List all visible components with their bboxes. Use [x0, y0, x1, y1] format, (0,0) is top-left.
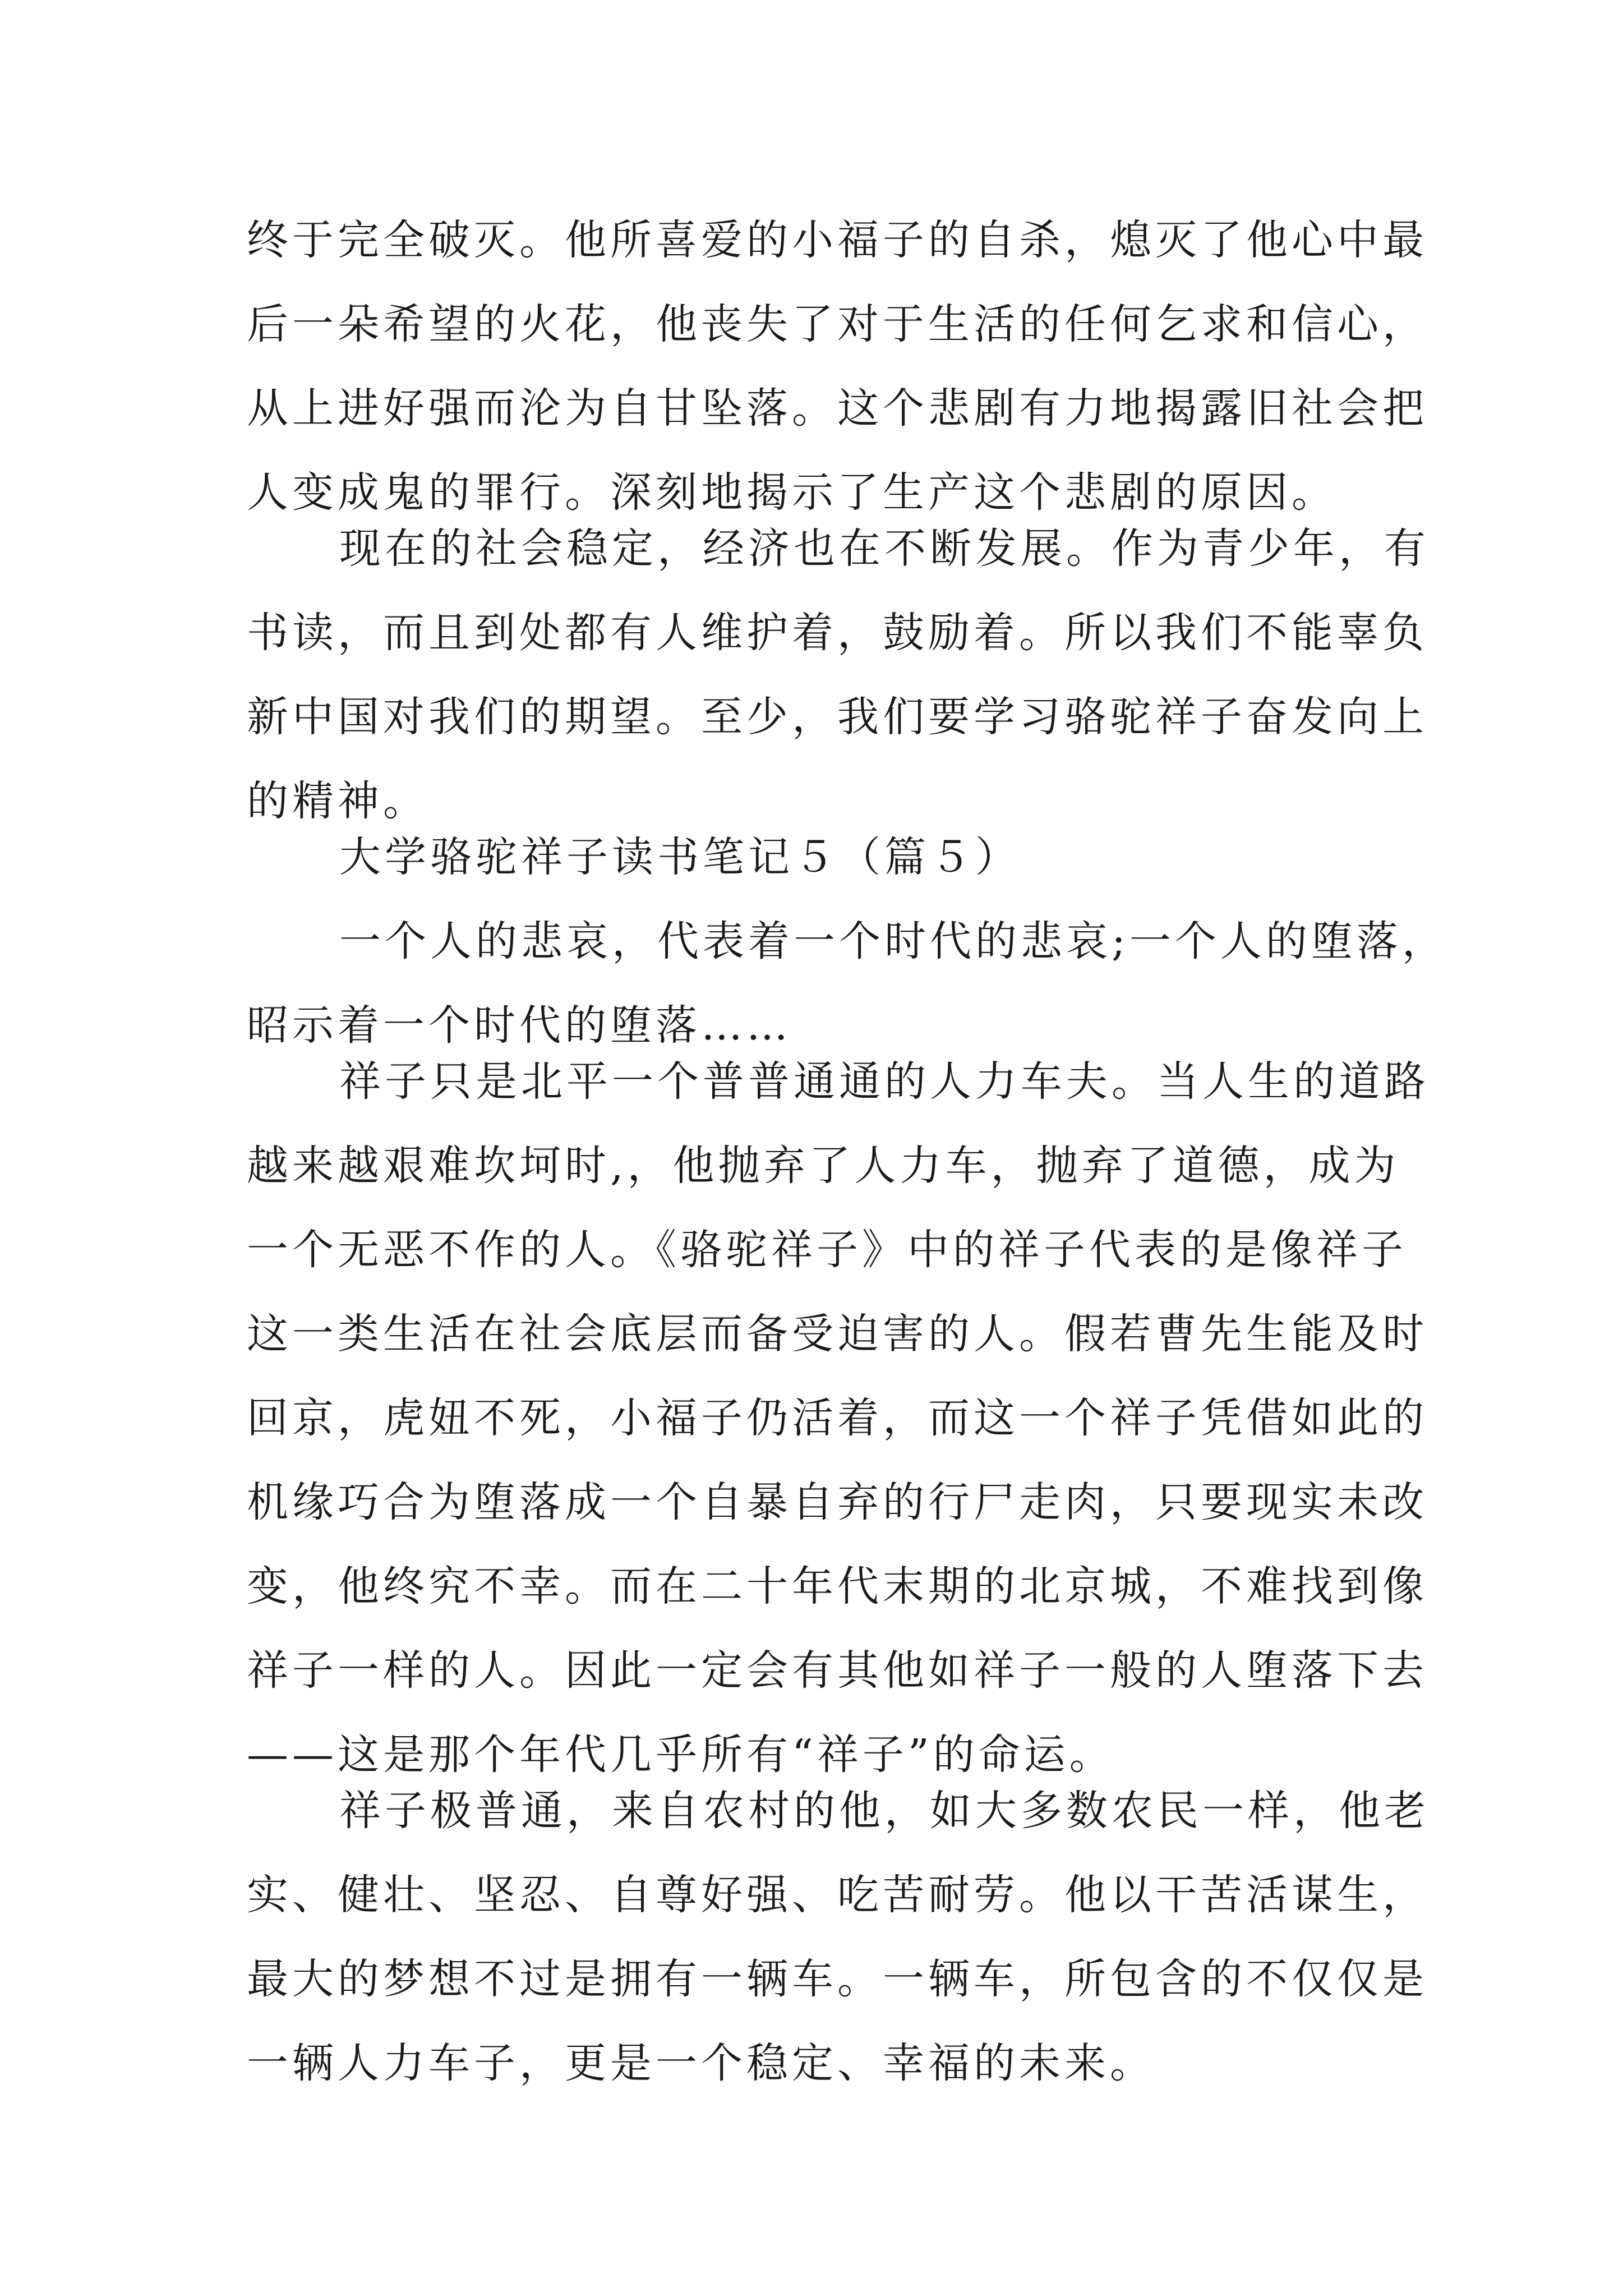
text-line: 回京，虎妞不死，小福子仍活着，而这一个祥子凭借如此的	[247, 1394, 1428, 1442]
text-line: 这一类生活在社会底层而备受迫害的人。假若曹先生能及时	[247, 1310, 1428, 1358]
text-line: 越来越艰难坎坷时,，他抛弃了人力车，抛弃了道德，成为	[247, 1142, 1400, 1190]
text-line: 机缘巧合为堕落成一个自暴自弃的行尸走肉，只要现实未改	[247, 1478, 1428, 1526]
text-line: 人变成鬼的罪行。深刻地揭示了生产这个悲剧的原因。	[247, 468, 1337, 517]
text-line: ——这是那个年代几乎所有“祥子”的命运。	[247, 1731, 1115, 1779]
text-line: 终于完全破灭。他所喜爱的小福子的自杀，熄灭了他心中最	[247, 216, 1428, 264]
text-line: 书读，而且到处都有人维护着，鼓励着。所以我们不能辜负	[247, 609, 1428, 657]
paragraph-start-line: 现在的社会稳定，经济也在不断发展。作为青少年，有	[339, 524, 1430, 573]
paragraph-start-line: 一个人的悲哀，代表着一个时代的悲哀;一个人的堕落，	[339, 917, 1447, 965]
paragraph-start-line: 祥子极普通，来自农村的他，如大多数农民一样，他老	[339, 1787, 1430, 1835]
text-line: 一辆人力车子，更是一个稳定、幸福的未来。	[247, 2039, 1155, 2087]
text-line: 新中国对我们的期望。至少，我们要学习骆驼祥子奋发向上	[247, 693, 1428, 741]
text-line: 昭示着一个时代的堕落……	[247, 1001, 792, 1050]
text-line: 实、健壮、坚忍、自尊好强、吃苦耐劳。他以干苦活谋生，	[247, 1871, 1428, 1919]
text-line: 变，他终究不幸。而在二十年代末期的北京城，不难找到像	[247, 1562, 1428, 1611]
text-line: 一个无恶不作的人。《骆驼祥子》中的祥子代表的是像祥子	[247, 1226, 1407, 1274]
text-line: 的精神。	[247, 777, 428, 825]
text-line: 后一朵希望的火花，他丧失了对于生活的任何乞求和信心，	[247, 300, 1428, 348]
section-heading: 大学骆驼祥子读书笔记５（篇５）	[339, 833, 1021, 881]
text-line: 从上进好强而沦为自甘坠落。这个悲剧有力地揭露旧社会把	[247, 384, 1428, 432]
text-line: 最大的梦想不过是拥有一辆车。一辆车，所包含的不仅仅是	[247, 1955, 1428, 2003]
paragraph-start-line: 祥子只是北平一个普普通通的人力车夫。当人生的道路	[339, 1057, 1430, 1106]
text-line: 祥子一样的人。因此一定会有其他如祥子一般的人堕落下去	[247, 1646, 1428, 1695]
